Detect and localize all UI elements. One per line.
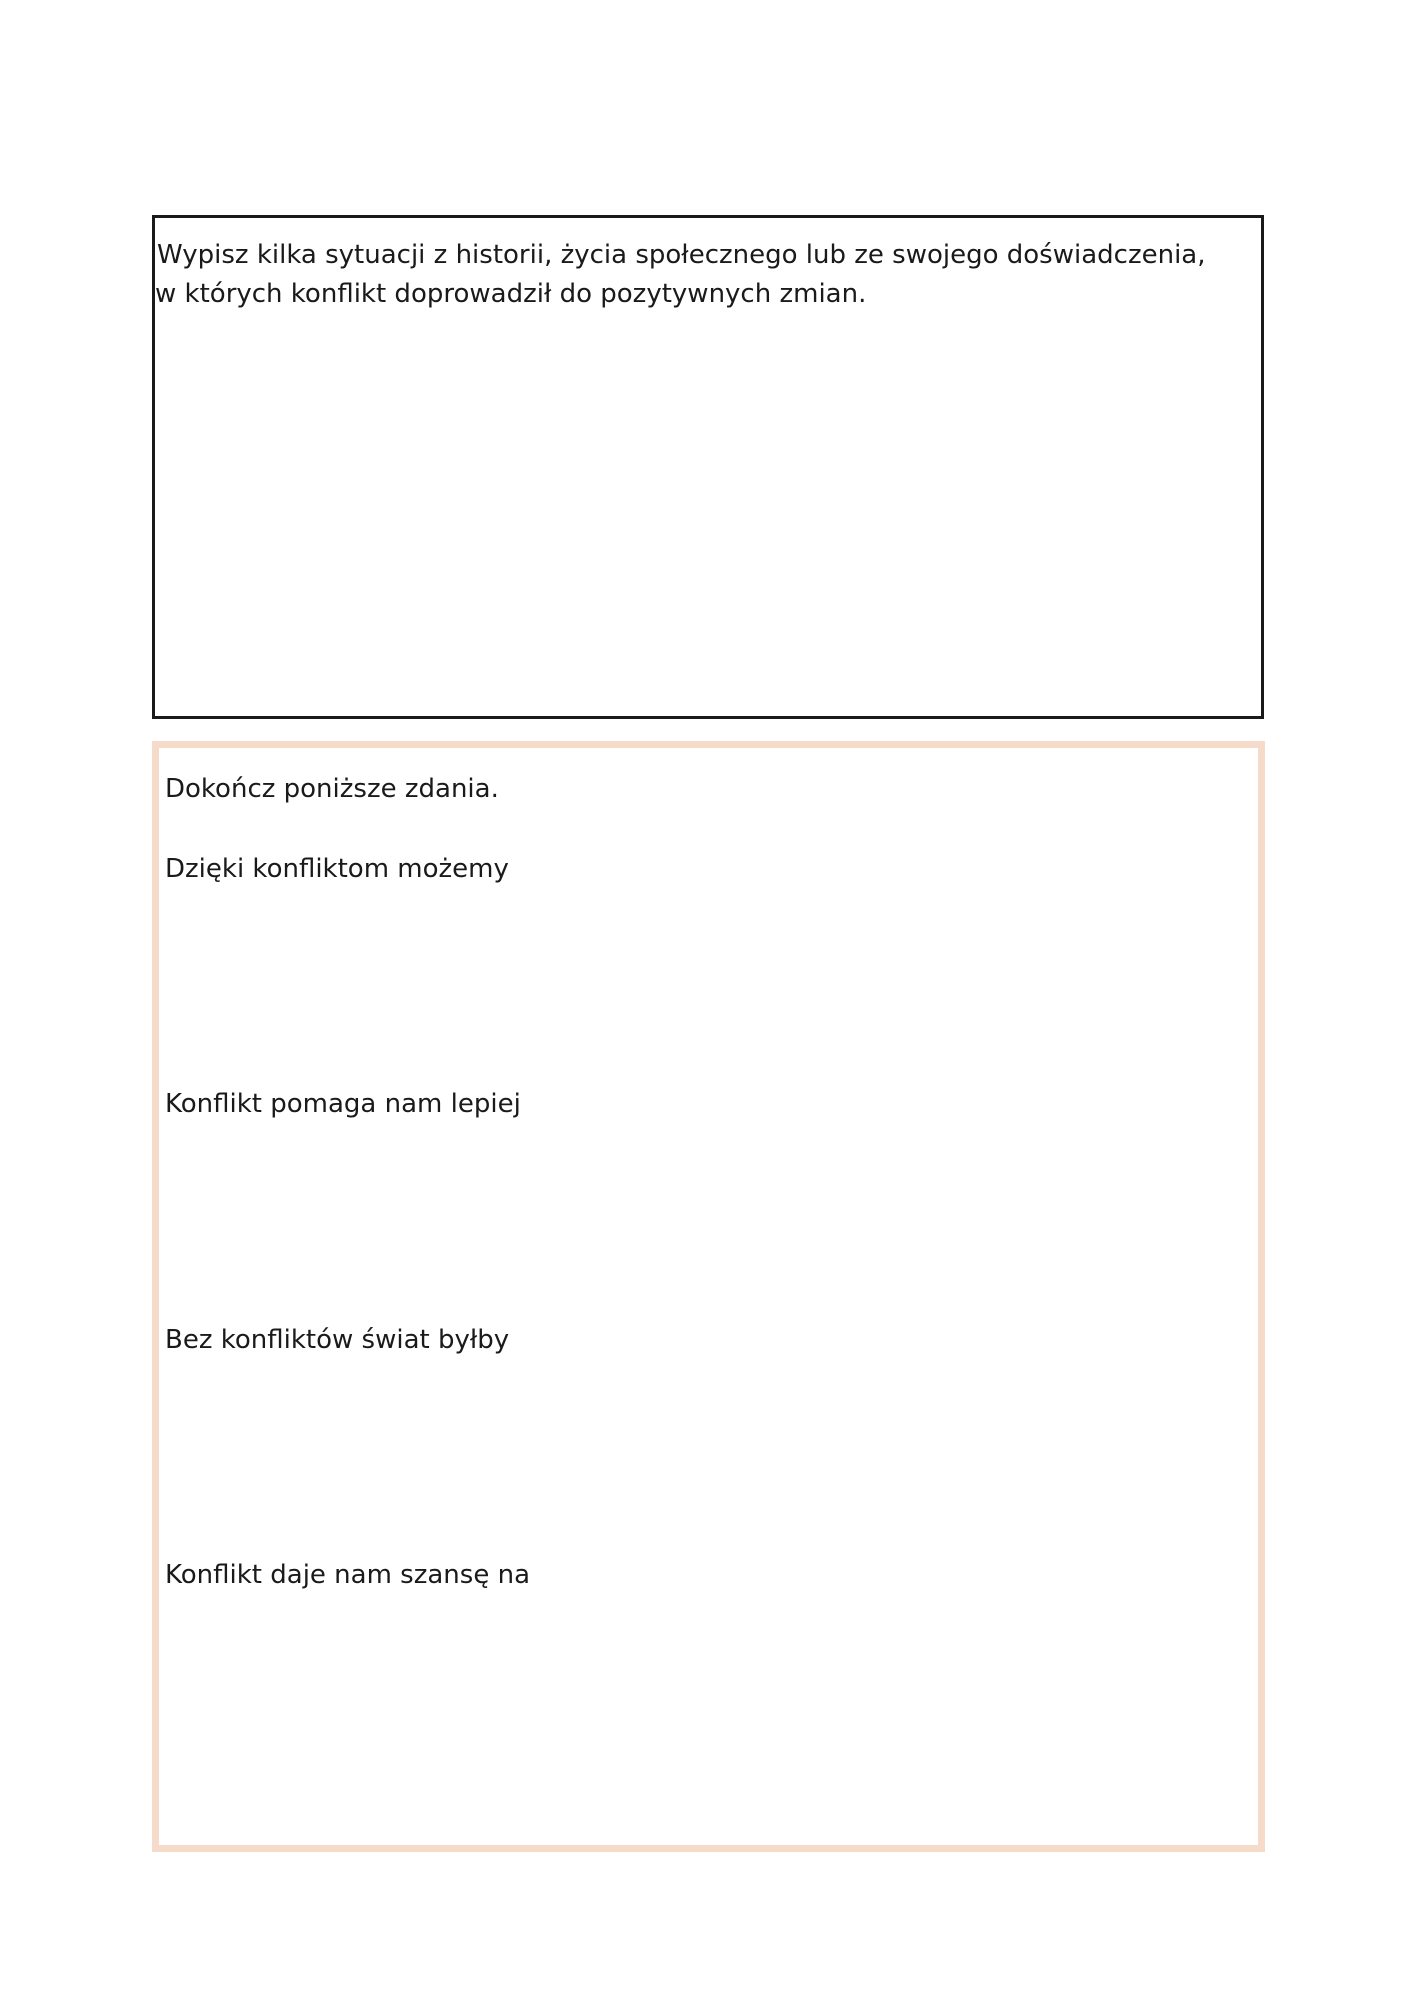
sentence-answer-area-2[interactable] [165, 1127, 1245, 1307]
sentence-answer-area-1[interactable] [165, 892, 1245, 1072]
sentence-completion-box [152, 741, 1265, 1852]
situations-task-prompt [157, 236, 1206, 314]
task-prompt-line-1: Wypisz kilka sytuacji z historii, życia społecznego lub ze swojego doświadczenia, [157, 240, 1206, 270]
sentence-completion-heading: Dokończ poniższe zdania. [165, 774, 499, 804]
situations-answer-area[interactable] [161, 338, 1251, 708]
task-prompt-line-2: w których konflikt doprowadził do pozytywnych zmian. [155, 279, 867, 309]
sentence-stem-4: Konflikt daje nam szansę na [165, 1560, 531, 1590]
sentence-answer-area-4[interactable] [165, 1598, 1245, 1798]
situations-task-box [152, 215, 1264, 719]
sentence-answer-area-3[interactable] [165, 1363, 1245, 1543]
sentence-stem-3: Bez konfliktów świat byłby [165, 1325, 510, 1355]
sentence-stem-2: Konflikt pomaga nam lepiej [165, 1089, 521, 1119]
sentence-stem-1: Dzięki konfliktom możemy [165, 854, 509, 884]
